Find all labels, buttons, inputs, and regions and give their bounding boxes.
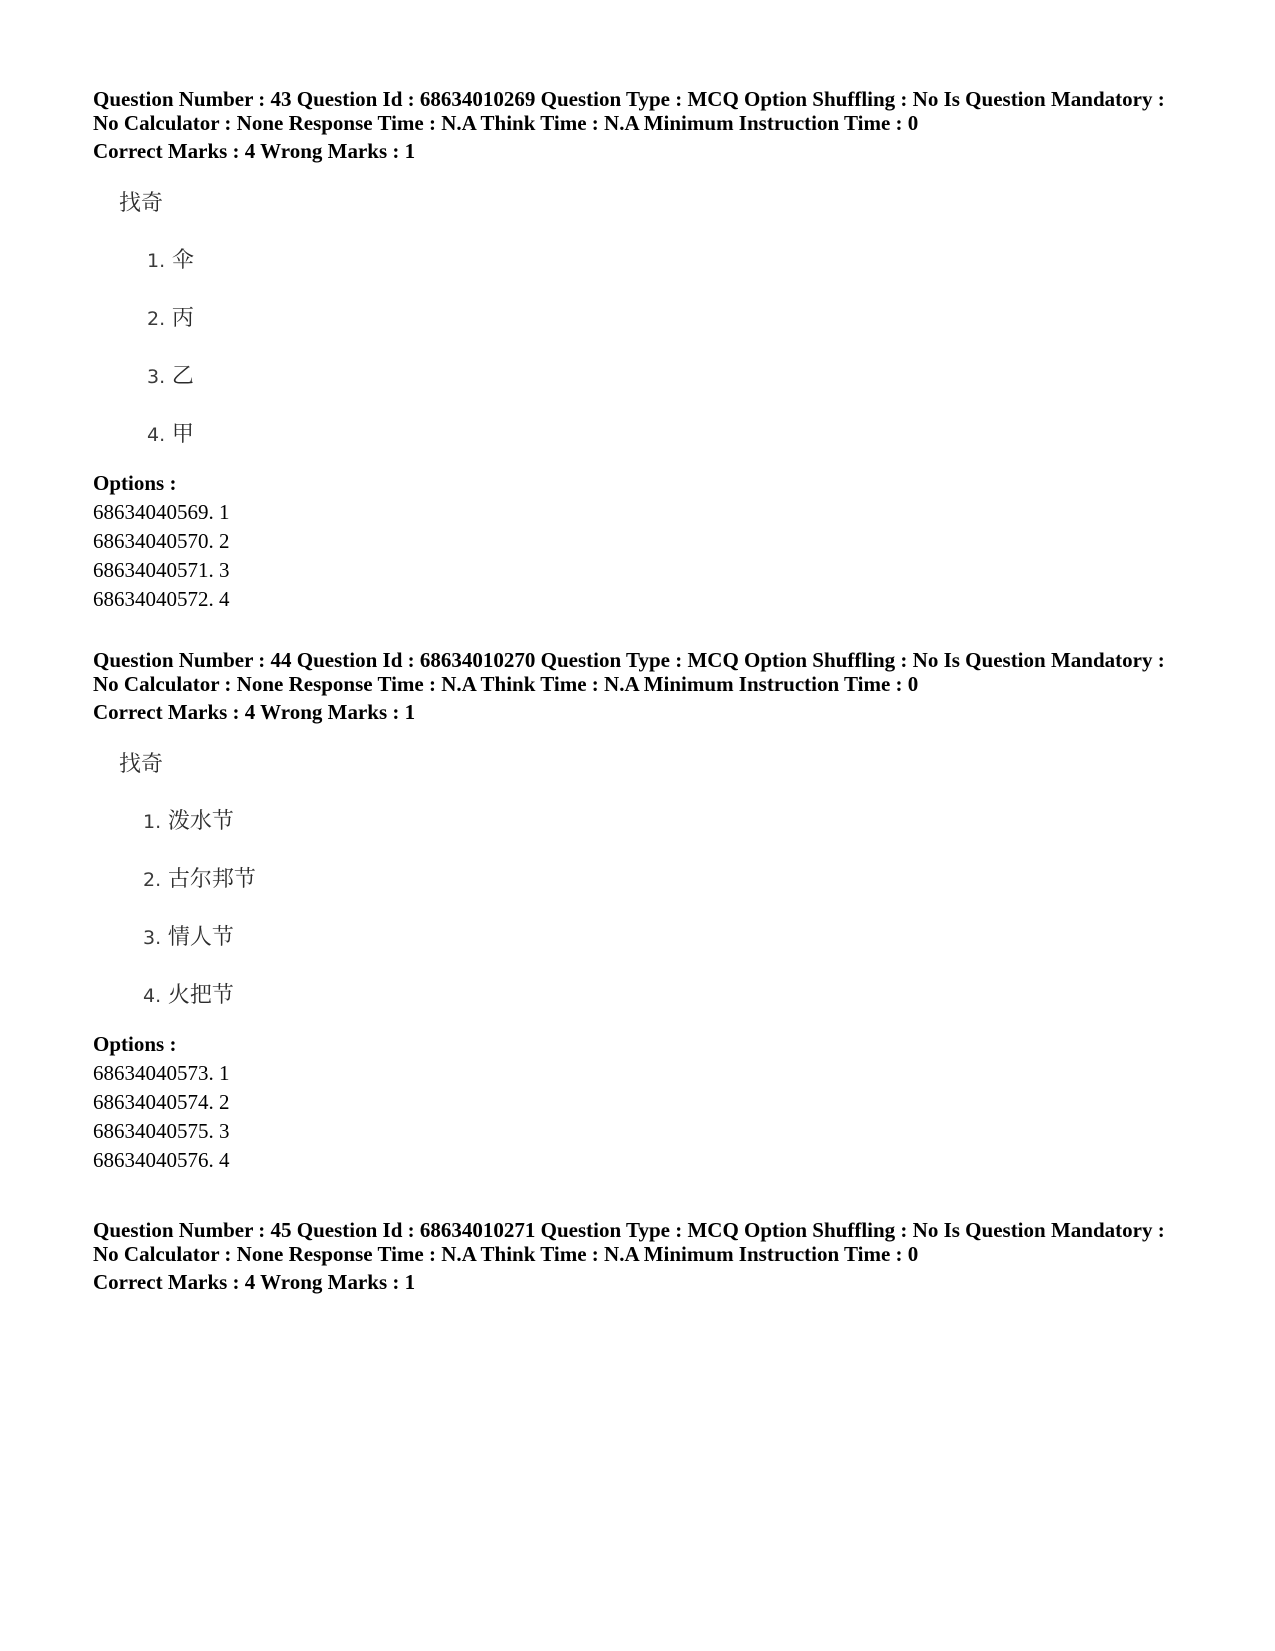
question-stem xyxy=(93,189,1193,449)
stem-item-text: 丙 xyxy=(171,306,194,331)
question-stem xyxy=(93,750,1193,1010)
option-row: 68634040575. 3 xyxy=(93,1119,230,1143)
option-row: 68634040576. 4 xyxy=(93,1148,230,1172)
stem-list xyxy=(143,806,1193,1010)
stem-item xyxy=(147,303,1193,333)
question-marks: Correct Marks : 4 Wrong Marks : 1 xyxy=(93,139,416,163)
question-block xyxy=(93,648,1193,1175)
stem-item-number: 2. xyxy=(147,308,166,330)
option-row: 68634040573. 1 xyxy=(93,1061,230,1085)
stem-title: 找奇 xyxy=(119,191,164,216)
stem-item-text: 古尔邦节 xyxy=(167,867,256,892)
stem-item xyxy=(143,864,1193,894)
stem-item-text: 情人节 xyxy=(167,925,234,950)
stem-item-number: 1. xyxy=(147,250,166,272)
stem-item xyxy=(147,419,1193,449)
question-marks: Correct Marks : 4 Wrong Marks : 1 xyxy=(93,700,416,724)
stem-item xyxy=(143,922,1193,952)
stem-item-number: 4. xyxy=(143,985,162,1007)
question-meta-line-1: Question Number : 45 Question Id : 68634010271 Question Type : MCQ Option Shuffling : No Is Question Mandatory : xyxy=(93,1218,1165,1242)
question-block xyxy=(93,87,1193,614)
options-list xyxy=(93,1059,1193,1175)
stem-item-number: 3. xyxy=(143,927,162,949)
question-meta-line-1: Question Number : 43 Question Id : 68634010269 Question Type : MCQ Option Shuffling : No Is Question Mandatory : xyxy=(93,87,1165,111)
options-label: Options : xyxy=(93,471,177,495)
stem-item xyxy=(147,245,1193,275)
stem-item-text: 火把节 xyxy=(167,983,234,1008)
stem-item-text: 乙 xyxy=(171,364,194,389)
stem-item-text: 泼水节 xyxy=(167,809,234,834)
stem-list xyxy=(147,245,1193,449)
option-row: 68634040570. 2 xyxy=(93,529,230,553)
question-block xyxy=(93,1218,1193,1294)
options-label: Options : xyxy=(93,1032,177,1056)
stem-item-number: 1. xyxy=(143,811,162,833)
options-list xyxy=(93,498,1193,614)
stem-item-number: 3. xyxy=(147,366,166,388)
option-row: 68634040574. 2 xyxy=(93,1090,230,1114)
stem-title: 找奇 xyxy=(119,752,164,777)
question-meta-line-2: No Calculator : None Response Time : N.A Think Time : N.A Minimum Instruction Time : 0 xyxy=(93,111,919,135)
stem-item xyxy=(147,361,1193,391)
question-meta-line-2: No Calculator : None Response Time : N.A Think Time : N.A Minimum Instruction Time : 0 xyxy=(93,1242,919,1266)
question-marks: Correct Marks : 4 Wrong Marks : 1 xyxy=(93,1270,416,1294)
stem-item-text: 伞 xyxy=(171,248,194,273)
stem-item-number: 2. xyxy=(143,869,162,891)
option-row: 68634040571. 3 xyxy=(93,558,230,582)
option-row: 68634040572. 4 xyxy=(93,587,230,611)
stem-item xyxy=(143,980,1193,1010)
stem-item xyxy=(143,806,1193,836)
question-meta-line-1: Question Number : 44 Question Id : 68634010270 Question Type : MCQ Option Shuffling : No Is Question Mandatory : xyxy=(93,648,1165,672)
option-row: 68634040569. 1 xyxy=(93,500,230,524)
question-meta-line-2: No Calculator : None Response Time : N.A Think Time : N.A Minimum Instruction Time : 0 xyxy=(93,672,919,696)
stem-item-number: 4. xyxy=(147,424,166,446)
stem-item-text: 甲 xyxy=(171,422,194,447)
